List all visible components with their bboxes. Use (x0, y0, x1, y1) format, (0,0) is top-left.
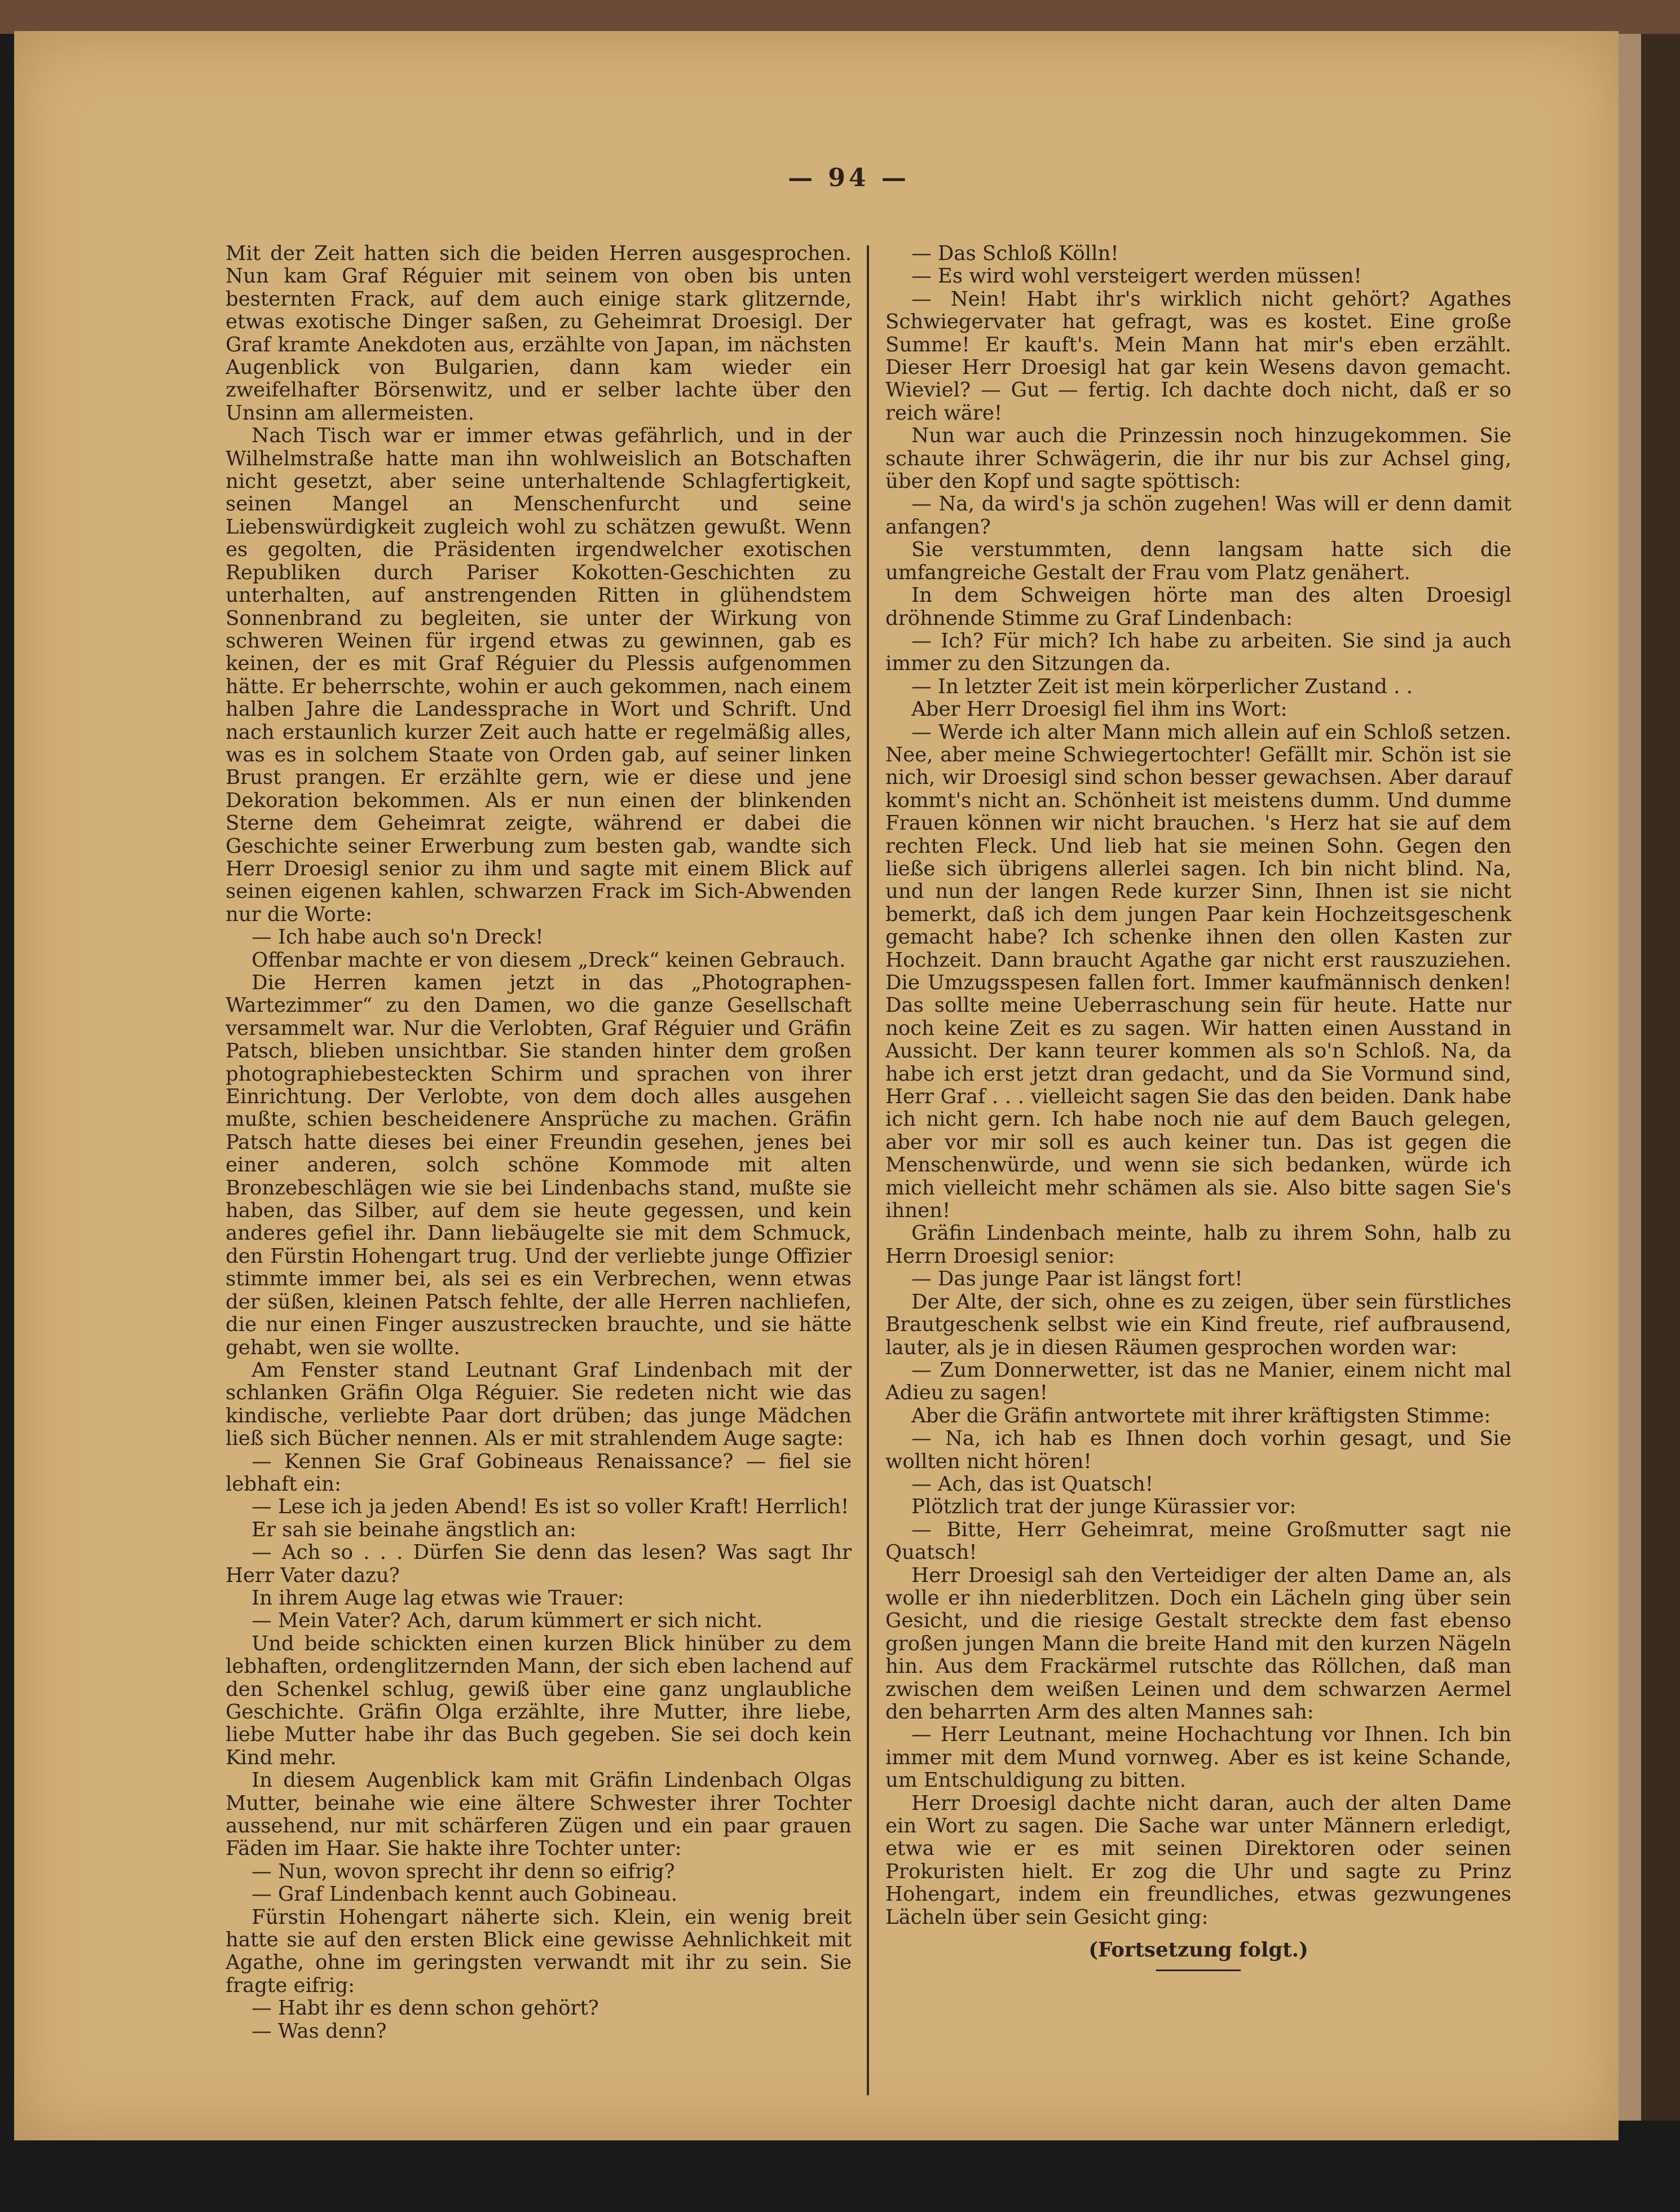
paragraph: Gräfin Lindenbach meinte, halb zu ihrem Sohn, halb zu Herrn Droesigl senior: (885, 1222, 1511, 1268)
paragraph: Aber die Gräfin antwortete mit ihrer kräftigsten Stimme: (911, 1404, 1491, 1427)
paragraph: Mit der Zeit hatten sich die beiden Herren ausgesprochen. Nun kam Graf Réguier mit seinem von oben bis unten besternten Frack, auf dem auch einige stark glitzernde, etwas exotische Dinger saßen, zu Geheimrat Droesigl. Der Graf kramte Anekdoten aus, erzählte von Japan, im nächsten Augenblick von Bulgarien, dann kam wieder ein zweifelhafter Börsenwitz, und er selber lachte über den Unsinn am allermeisten. (226, 242, 852, 425)
paragraph: — Ich habe auch so'n Dreck! (252, 926, 544, 949)
column-divider (867, 245, 869, 2095)
binding-edge (1619, 34, 1680, 2121)
paragraph: — Nein! Habt ihr's wirklich nicht gehört? Agathes Schwiegervater hat gefragt, was es kostet. Eine große Summe! Er kauft's. Mein Mann hat mir's eben erzählt. Dieser Herr Droesigl hat gar kein Wesens davon gemacht. Wieviel? — Gut — fertig. Ich dachte doch nicht, daß er so reich wäre! (885, 287, 1511, 425)
paragraph: Herr Droesigl dachte nicht daran, auch der alten Dame ein Wort zu sagen. Die Sache war unter Männern erledigt, etwa wie er es mit seinen Direktoren oder seinen Prokuristen hielt. Er zog die Uhr und sagte zu Prinz Hohengart, indem ein freundliches, etwas gezwungenes Lächeln über sein Gesicht ging: (885, 1791, 1511, 1929)
paragraph: — Mein Vater? Ach, darum kümmert er sich nicht. (252, 1609, 763, 1633)
paragraph: Fürstin Hohengart näherte sich. Klein, ein wenig breit hatte sie auf den ersten Blick eine gewisse Aehnlichkeit mit Agathe, ohne im geringsten verwandt mit ihr zu sein. Sie fragte eifrig: (226, 1905, 852, 1997)
paragraph: — Herr Leutnant, meine Hochachtung vor Ihnen. Ich bin immer mit dem Mund vornweg. Aber es ist keine Schande, um Entschuldigung zu bitten. (885, 1723, 1511, 1792)
paragraph: — Na, ich hab es Ihnen doch vorhin gesagt, und Sie wollten nicht hören! (885, 1427, 1511, 1473)
paragraph: — Kennen Sie Graf Gobineaus Renaissance? — fiel sie lebhaft ein: (226, 1449, 852, 1496)
paragraph: — Lese ich ja jeden Abend! Es ist so voller Kraft! Herrlich! (252, 1495, 849, 1519)
end-rule (1156, 1969, 1241, 1971)
paragraph: — Na, da wird's ja schön zugehen! Was will er denn damit anfangen? (885, 492, 1511, 539)
binding-tab (1619, 34, 1641, 2121)
newspaper-page (14, 31, 1619, 2140)
left-column (226, 243, 852, 2043)
paragraph: — Bitte, Herr Geheimrat, meine Großmutter sagt nie Quatsch! (885, 1518, 1511, 1565)
paragraph: — Graf Lindenbach kennt auch Gobineau. (252, 1883, 678, 1906)
paragraph: — Ach, das ist Quatsch! (911, 1472, 1154, 1496)
paragraph: — Nun, wovon sprecht ihr denn so eifrig? (252, 1860, 675, 1883)
paragraph: Er sah sie beinahe ängstlich an: (252, 1518, 576, 1541)
paragraph: Am Fenster stand Leutnant Graf Lindenbach mit der schlanken Gräfin Olga Réguier. Sie redeten nicht wie das kindische, verliebte Paar dort drüben; das junge Mädchen ließ sich Bücher nennen. Als er mit strahlendem Auge sagte: (226, 1358, 852, 1451)
paragraph: In ihrem Auge lag etwas wie Trauer: (252, 1586, 624, 1610)
paragraph: — Was denn? (252, 2019, 387, 2043)
paragraph: — Ich? Für mich? Ich habe zu arbeiten. Sie sind ja auch immer zu den Sitzungen da. (885, 629, 1511, 676)
paragraph: — Das Schloß Kölln! (911, 242, 1119, 265)
paragraph: Plötzlich trat der junge Kürassier vor: (911, 1495, 1297, 1519)
top-edge (0, 0, 1680, 34)
paragraph: Nun war auch die Prinzessin noch hinzugekommen. Sie schaute ihrer Schwägerin, die ihr nur bis zur Achsel ging, über den Kopf und sagte spöttisch: (885, 424, 1511, 493)
paragraph: — Ach so . . . Dürfen Sie denn das lesen? Was sagt Ihr Herr Vater dazu? (226, 1541, 852, 1587)
paragraph: Nach Tisch war er immer etwas gefährlich, und in der Wilhelmstraße hatte man ihn wohlweislich an Botschaften nicht gesetzt, aber seine unterhaltende Schlagfertigkeit, seinen Mangel an Menschenfurcht und seine Liebenswürdigkeit zugleich wohl zu schätzen gewußt. Wenn es gegolten, die Präsidenten irgendwelcher exotischen Republiken durch Pariser Kokotten-Geschichten zu unterhalten, auf anstrengenden Ritten in glühendstem Sonnenbrand zu begleiten, sie unter der Wirkung von schweren Weinen für irgend etwas zu gewinnen, gab es keinen, der es mit Graf Réguier du Plessis aufgenommen hätte. Er beherrschte, wohin er auch gekommen, nach einem halben Jahre die Landessprache in Wort und Schrift. Und nach erstaunlich kurzer Zeit auch hatte er regelmäßig alles, was es in solchem Staate von Orden gab, auf seiner linken Brust prangen. Er erzählte gern, wie er diese und jene Dekoration bekommen. Als er nun einen der blinkenden Sterne dem Geheimrat zeigte, während er dabei die Geschichte seiner Erwerbung zum besten gab, wandte sich Herr Droesigl senior zu ihm und sagte mit einem Blick auf seinen eigenen kahlen, schwarzen Frack im Sich-Abwenden nur die Worte: (226, 424, 852, 926)
paragraph: — Habt ihr es denn schon gehört? (252, 1997, 599, 2020)
right-column (885, 243, 1511, 1971)
page-number: — 94 — (788, 164, 910, 192)
paragraph: Der Alte, der sich, ohne es zu zeigen, über sein fürstliches Brautgeschenk selbst wie ein Kind freute, rief aufbrausend, lauter, als je in diesen Räumen gesprochen worden war: (885, 1290, 1511, 1359)
paragraph: Offenbar machte er von diesem „Dreck“ keinen Gebrauch. (252, 948, 846, 972)
to-be-continued-note: (Fortsetzung folgt.) (1088, 1938, 1308, 1962)
paragraph: Aber Herr Droesigl fiel ihm ins Wort: (911, 698, 1287, 721)
paragraph: In diesem Augenblick kam mit Gräfin Lindenbach Olgas Mutter, beinahe wie eine ältere Schwester ihrer Tochter aussehend, nur mit schärferen Zügen und ein paar grauen Fäden im Haar. Sie hakte ihre Tochter unter: (226, 1769, 852, 1861)
paragraph: Die Herren kamen jetzt in das „Photographen-Wartezimmer“ zu den Damen, wo die ganze Gesellschaft versammelt war. Nur die Verlobten, Graf Réguier und Gräfin Patsch, blieben unsichtbar. Sie standen hinter dem großen photographiebesteckten Schirm und sprachen von ihrer Einrichtung. Der Verlobte, von dem doch alles ausgehen mußte, schien bescheidenere Ansprüche zu machen. Gräfin Patsch hatte dieses bei einer Freundin gesehen, jenes bei einer anderen, solch schöne Kommode mit alten Bronzebeschlägen wie sie bei Lindenbachs stand, mußte sie haben, das Silber, auf dem sie heute gegessen, und kein anderes gefiel ihr. Dann liebäugelte sie mit dem Schmuck, den Fürstin Hohengart trug. Und der verliebte junge Offizier stimmte immer bei, als sei es ein Verbrechen, wenn etwas der süßen, kleinen Patsch fehlte, der alle Herren nachliefen, die nur einen Finger auszustrecken brauchte, und sie hätte gehabt, wen sie wollte. (226, 971, 852, 1359)
paragraph: — Werde ich alter Mann mich allein auf ein Schloß setzen. Nee, aber meine Schwiegertochter! Gefällt mir. Schön ist sie nich, wir Droesigl sind schon besser gewachsen. Aber darauf kommt's nicht an. Schönheit ist meistens dumm. Und dumme Frauen können wir nicht brauchen. 's Herz hat sie auf dem rechten Fleck. Und lieb hat sie meinen Sohn. Gegen den ließe sich übrigens allerlei sagen. Ich bin nicht blind. Na, und nun der langen Rede kurzer Sinn, Ihnen ist sie nicht bemerkt, daß ich dem jungen Paar kein Hochzeitsgeschenk gemacht habe? Ich schenke ihnen den ollen Kasten zur Hochzeit. Dann braucht Agathe gar nicht erst rauszuziehen. Die Umzugsspesen fallen fort. Immer kaufmännisch denken! Das sollte meine Ueberraschung sein für heute. Hatte nur noch keine Zeit es zu sagen. Wir hatten einen Ausstand in Aussicht. Der kann teurer kommen als so'n Schloß. Na, da habe ich erst jetzt dran gedacht, und da Sie Vormund sind, Herr Graf . . . vielleicht sagen Sie das den beiden. Dank habe ich nicht gern. Ich habe noch nie auf dem Bauch gelegen, aber vor mir soll es auch keiner tun. Das ist gegen die Menschenwürde, und wenn sie sich bedanken, würde ich mich vielleicht mehr schämen als sie. Also bitte sagen Sie's ihnen! (885, 720, 1511, 1223)
paragraph: In dem Schweigen hörte man des alten Droesigl dröhnende Stimme zu Graf Lindenbach: (885, 584, 1511, 630)
paragraph: Sie verstummten, denn langsam hatte sich die umfangreiche Gestalt der Frau vom Platz genähert. (885, 538, 1511, 584)
paragraph: — Das junge Paar ist längst fort! (911, 1267, 1243, 1291)
paragraph: Und beide schickten einen kurzen Blick hinüber zu dem lebhaften, ordenglitzernden Mann, der sich eben lachend auf den Schenkel schlug, gewiß über eine ganz unglaubliche Geschichte. Gräfin Olga erzählte, ihre Mutter, ihre liebe, liebe Mutter habe ihr das Buch gegeben. Sie sei doch kein Kind mehr. (226, 1632, 852, 1769)
paragraph: — Zum Donnerwetter, ist das ne Manier, einem nicht mal Adieu zu sagen! (885, 1358, 1511, 1405)
paragraph: — In letzter Zeit ist mein körperlicher Zustand . . (911, 675, 1413, 698)
paragraph: — Es wird wohl versteigert werden müssen! (911, 265, 1362, 288)
paragraph: Herr Droesigl sah den Verteidiger der alten Dame an, als wolle er ihn niederblitzen. Doch ein Lächeln ging über sein Gesicht, und die riesige Gestalt streckte dem fast ebenso großen jungen Mann die breite Hand mit den kurzen Nägeln hin. Aus dem Frackärmel rutschte das Röllchen, daß man zwischen dem weißen Leinen und dem schwarzen Aermel den beharrten Arm des alten Mannes sah: (885, 1563, 1511, 1724)
